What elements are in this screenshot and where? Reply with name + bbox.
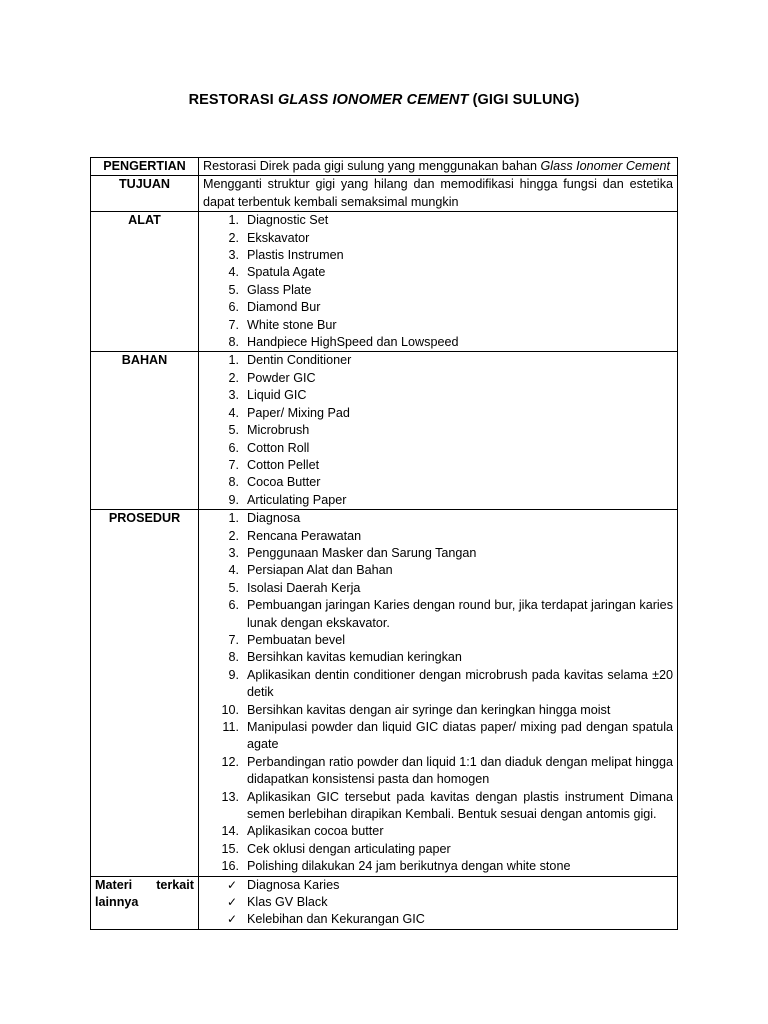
content-bahan xyxy=(199,352,678,510)
list-item xyxy=(203,230,673,247)
check-icon: ✓ xyxy=(226,895,237,910)
list-item xyxy=(203,334,673,351)
list-item-number: 9. xyxy=(228,492,239,507)
list-item-number: 9. xyxy=(228,667,239,682)
list-item xyxy=(203,545,673,562)
list-item xyxy=(203,911,673,928)
list-item xyxy=(203,387,673,404)
list-item-text: Ekskavator xyxy=(247,230,310,245)
list-item-text: Plastis Instrumen xyxy=(247,248,344,263)
list-item-text: Diagnosa xyxy=(247,511,301,526)
list-item xyxy=(203,528,673,545)
list-item-text: Diagnosa Karies xyxy=(247,877,340,892)
content-alat xyxy=(199,212,678,352)
list-item-number: 7. xyxy=(228,632,239,647)
list-item-number: 6. xyxy=(228,598,239,613)
title-suffix: (GIGI SULUNG) xyxy=(468,92,580,108)
pengertian-text-italic: Glass Ionomer Cement xyxy=(540,159,670,173)
list-item xyxy=(203,282,673,299)
list-item-number: 13. xyxy=(221,789,239,804)
content-pengertian xyxy=(199,158,678,176)
label-materi xyxy=(91,876,199,929)
list-item xyxy=(203,858,673,875)
list-item-text: Persiapan Alat dan Bahan xyxy=(247,563,393,578)
list-item-number: 1. xyxy=(228,353,239,368)
list-item-number: 2. xyxy=(228,528,239,543)
list-item-text: Microbrush xyxy=(247,423,310,438)
list-item-text: Dentin Conditioner xyxy=(247,353,352,368)
list-item-text: Isolasi Daerah Kerja xyxy=(247,580,361,595)
list-item xyxy=(203,352,673,369)
list-item xyxy=(203,719,673,754)
list-item-text: Bersihkan kavitas dengan air syringe dan keringkan hingga moist xyxy=(247,702,611,717)
procedure-table xyxy=(90,157,678,930)
list-item xyxy=(203,789,673,824)
list-item-number: 6. xyxy=(228,440,239,455)
list-item-text: Paper/ Mixing Pad xyxy=(247,405,350,420)
row-bahan xyxy=(91,352,678,510)
list-item-text: Spatula Agate xyxy=(247,265,326,280)
list-item-number: 8. xyxy=(228,650,239,665)
list-item-number: 5. xyxy=(228,282,239,297)
list-item xyxy=(203,632,673,649)
list-item-number: 3. xyxy=(228,545,239,560)
row-materi xyxy=(91,876,678,929)
list-item xyxy=(203,264,673,281)
list-item-text: Cocoa Butter xyxy=(247,475,321,490)
check-icon: ✓ xyxy=(226,877,237,892)
list-item xyxy=(203,823,673,840)
bahan-list xyxy=(203,352,673,509)
label-materi-line2: lainnya xyxy=(95,895,139,910)
check-icon: ✓ xyxy=(226,912,237,927)
list-item-number: 1. xyxy=(228,511,239,526)
list-item-number: 5. xyxy=(228,423,239,438)
list-item-text: Powder GIC xyxy=(247,370,316,385)
list-item xyxy=(203,212,673,229)
list-item-text: Articulating Paper xyxy=(247,492,347,507)
list-item xyxy=(203,877,673,894)
list-item xyxy=(203,492,673,509)
list-item-number: 7. xyxy=(228,457,239,472)
label-bahan: BAHAN xyxy=(91,352,199,510)
list-item-number: 12. xyxy=(221,754,239,769)
list-item-text: Penggunaan Masker dan Sarung Tangan xyxy=(247,545,477,560)
title-prefix: RESTORASI xyxy=(188,92,278,108)
list-item-number: 3. xyxy=(228,248,239,263)
list-item xyxy=(203,894,673,911)
list-item-text: Manipulasi powder dan liquid GIC diatas paper/ mixing pad dengan spatula agate xyxy=(247,720,673,752)
list-item xyxy=(203,702,673,719)
list-item xyxy=(203,474,673,491)
list-item-text: Liquid GIC xyxy=(247,388,307,403)
list-item-text: Aplikasikan cocoa butter xyxy=(247,824,384,839)
list-item-text: Kelebihan dan Kekurangan GIC xyxy=(247,912,425,927)
list-item xyxy=(203,405,673,422)
list-item xyxy=(203,580,673,597)
list-item-number: 14. xyxy=(221,824,239,839)
list-item-text: Handpiece HighSpeed dan Lowspeed xyxy=(247,335,459,350)
document-title xyxy=(0,92,768,108)
label-materi-word2: terkait xyxy=(156,877,194,892)
list-item-number: 6. xyxy=(228,300,239,315)
label-materi-line1 xyxy=(95,877,194,894)
list-item xyxy=(203,247,673,264)
prosedur-list xyxy=(203,510,673,876)
label-materi-word1: Materi xyxy=(95,877,133,892)
title-italic: GLASS IONOMER CEMENT xyxy=(277,92,469,108)
list-item xyxy=(203,754,673,789)
content-materi xyxy=(199,876,678,929)
materi-list xyxy=(203,877,673,929)
row-alat xyxy=(91,212,678,352)
row-tujuan xyxy=(91,176,678,212)
list-item-text: Cotton Roll xyxy=(247,440,310,455)
list-item-text: Glass Plate xyxy=(247,282,312,297)
list-item-text: Diagnostic Set xyxy=(247,213,329,228)
list-item xyxy=(203,299,673,316)
list-item xyxy=(203,370,673,387)
alat-list xyxy=(203,212,673,351)
list-item-number: 4. xyxy=(228,405,239,420)
list-item xyxy=(203,457,673,474)
list-item xyxy=(203,667,673,702)
list-item-text: Perbandingan ratio powder dan liquid 1:1 dan diaduk dengan melipat hingga didapatkan konsistensi pasta dan homogen xyxy=(247,754,673,787)
list-item xyxy=(203,317,673,334)
list-item xyxy=(203,562,673,579)
list-item-text: Aplikasikan GIC tersebut pada kavitas dengan plastis instrument Dimana semen berlebihan dirapikan Kembali. Bentuk sesuai dengan antomis gigi. xyxy=(247,789,673,822)
list-item-number: 4. xyxy=(228,563,239,578)
list-item-number: 1. xyxy=(228,213,239,228)
list-item-number: 5. xyxy=(228,580,239,595)
list-item-text: Cek oklusi dengan articulating paper xyxy=(247,841,451,856)
list-item-number: 8. xyxy=(228,475,239,490)
list-item-text: White stone Bur xyxy=(247,317,337,332)
list-item xyxy=(203,510,673,527)
list-item-text: Polishing dilakukan 24 jam berikutnya dengan white stone xyxy=(247,859,571,874)
list-item-text: Klas GV Black xyxy=(247,895,328,910)
label-prosedur: PROSEDUR xyxy=(91,510,199,877)
list-item-number: 11. xyxy=(222,720,239,734)
list-item-text: Diamond Bur xyxy=(247,300,321,315)
list-item xyxy=(203,597,673,632)
content-prosedur xyxy=(199,510,678,877)
list-item-number: 4. xyxy=(228,265,239,280)
list-item-number: 8. xyxy=(228,335,239,350)
list-item xyxy=(203,649,673,666)
list-item-number: 2. xyxy=(228,370,239,385)
row-prosedur xyxy=(91,510,678,877)
list-item-text: Rencana Perawatan xyxy=(247,528,362,543)
list-item-number: 7. xyxy=(228,317,239,332)
list-item-text: Bersihkan kavitas kemudian keringkan xyxy=(247,650,462,665)
list-item-text: Cotton Pellet xyxy=(247,457,320,472)
list-item-number: 3. xyxy=(228,388,239,403)
list-item-text: Pembuatan bevel xyxy=(247,632,346,647)
list-item xyxy=(203,422,673,439)
label-tujuan: TUJUAN xyxy=(91,176,199,212)
pengertian-text: Restorasi Direk pada gigi sulung yang menggunakan bahan xyxy=(203,159,541,173)
list-item-text: Aplikasikan dentin conditioner dengan microbrush pada kavitas selama ±20 detik xyxy=(247,667,673,700)
list-item-number: 10. xyxy=(221,702,239,717)
content-tujuan: Mengganti struktur gigi yang hilang dan memodifikasi hingga fungsi dan estetika dapat terbentuk kembali semaksimal mungkin xyxy=(199,176,678,212)
list-item-number: 16. xyxy=(221,859,239,874)
list-item-number: 2. xyxy=(228,230,239,245)
list-item xyxy=(203,440,673,457)
list-item-number: 15. xyxy=(221,841,239,856)
label-alat: ALAT xyxy=(91,212,199,352)
row-pengertian xyxy=(91,158,678,176)
label-pengertian: PENGERTIAN xyxy=(91,158,199,176)
list-item xyxy=(203,841,673,858)
list-item-text: Pembuangan jaringan Karies dengan round bur, jika terdapat jaringan karies lunak dengan ekskavator. xyxy=(247,598,673,630)
